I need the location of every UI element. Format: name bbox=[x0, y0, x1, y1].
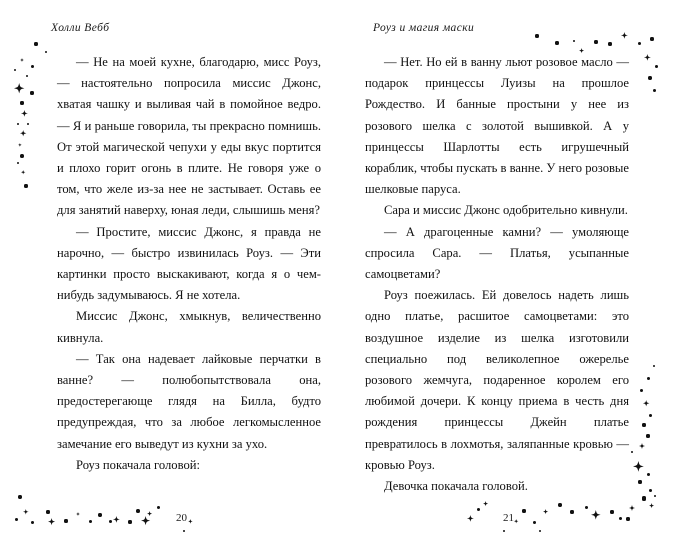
paragraph: Миссис Джонс, хмыкнув, величественно кивнула. bbox=[57, 309, 321, 345]
paragraph: Роуз поежилась. Ей довелось надеть лишь одно платье, расшитое самоцветами: это воздушное изделие из шелка изготовили специально под великолепное ожерелье розового жемчуга, подаренное королем его любимой дочери. К концу приема в честь дня рождения принцессы Джейн платье превратилось в лохмотья, заляпанные кровью — кровью Роуз. bbox=[365, 288, 629, 472]
left-page-text-column bbox=[57, 52, 321, 476]
left-page-running-head: Холли Вебб bbox=[51, 22, 110, 34]
paragraph: Сара и миссис Джонс одобрительно кивнули. bbox=[384, 203, 628, 218]
paragraph: Девочка покачала головой. bbox=[384, 479, 528, 494]
paragraph: — Так она надевает лайковые перчатки в ванне? — полюбопытствовала она, предостерегающе глядя на Билла, будто предупреждая, что за любое легкомысленное замечание его выведут из кухни за ухо. bbox=[57, 351, 321, 451]
right-book-page bbox=[339, 0, 677, 540]
right-page-number: 21 bbox=[503, 512, 514, 524]
paragraph: — А драгоценные камни? — умоляюще спросила Сара. — Платья, усыпанные самоцветами? bbox=[365, 224, 629, 282]
paragraph: — Нет. Но ей в ванну льют розовое масло — подарок принцессы Луизы на прошлое Рождество. И банные простыни у нее из розового шелка с золотой вышивкой. А у принцессы Шарлотты есть игрушечный кораблик, чтобы пускать в ванне. У него розовые шелковые паруса. bbox=[365, 55, 629, 197]
paragraph: Роуз покачала головой: bbox=[76, 457, 200, 472]
right-page-text-column bbox=[365, 52, 629, 497]
left-book-page bbox=[0, 0, 338, 540]
paragraph: — Простите, миссис Джонс, я правда не нарочно, — быстро извинилась Роуз. — Эти картинки просто выскакивают, когда я о чем-нибудь задумываюсь. Я не хотела. bbox=[57, 224, 321, 303]
right-page-running-head: Роуз и магия маски bbox=[373, 22, 475, 34]
paragraph: — Не на моей кухне, благодарю, мисс Роуз, — настоятельно попросила миссис Джонс, хватая чашку и выливая чай в помойное ведро. — Я и раньше говорила, ты прекрасно помнишь. От этой магической чепухи у еды вкус портится и плохо горит огонь в плите. Не говоря уже о том, что желе из-за нее не застывает. Оставь ее для занятий наверху, юная леди, слышишь меня? bbox=[57, 55, 321, 218]
left-page-number: 20 bbox=[176, 512, 187, 524]
